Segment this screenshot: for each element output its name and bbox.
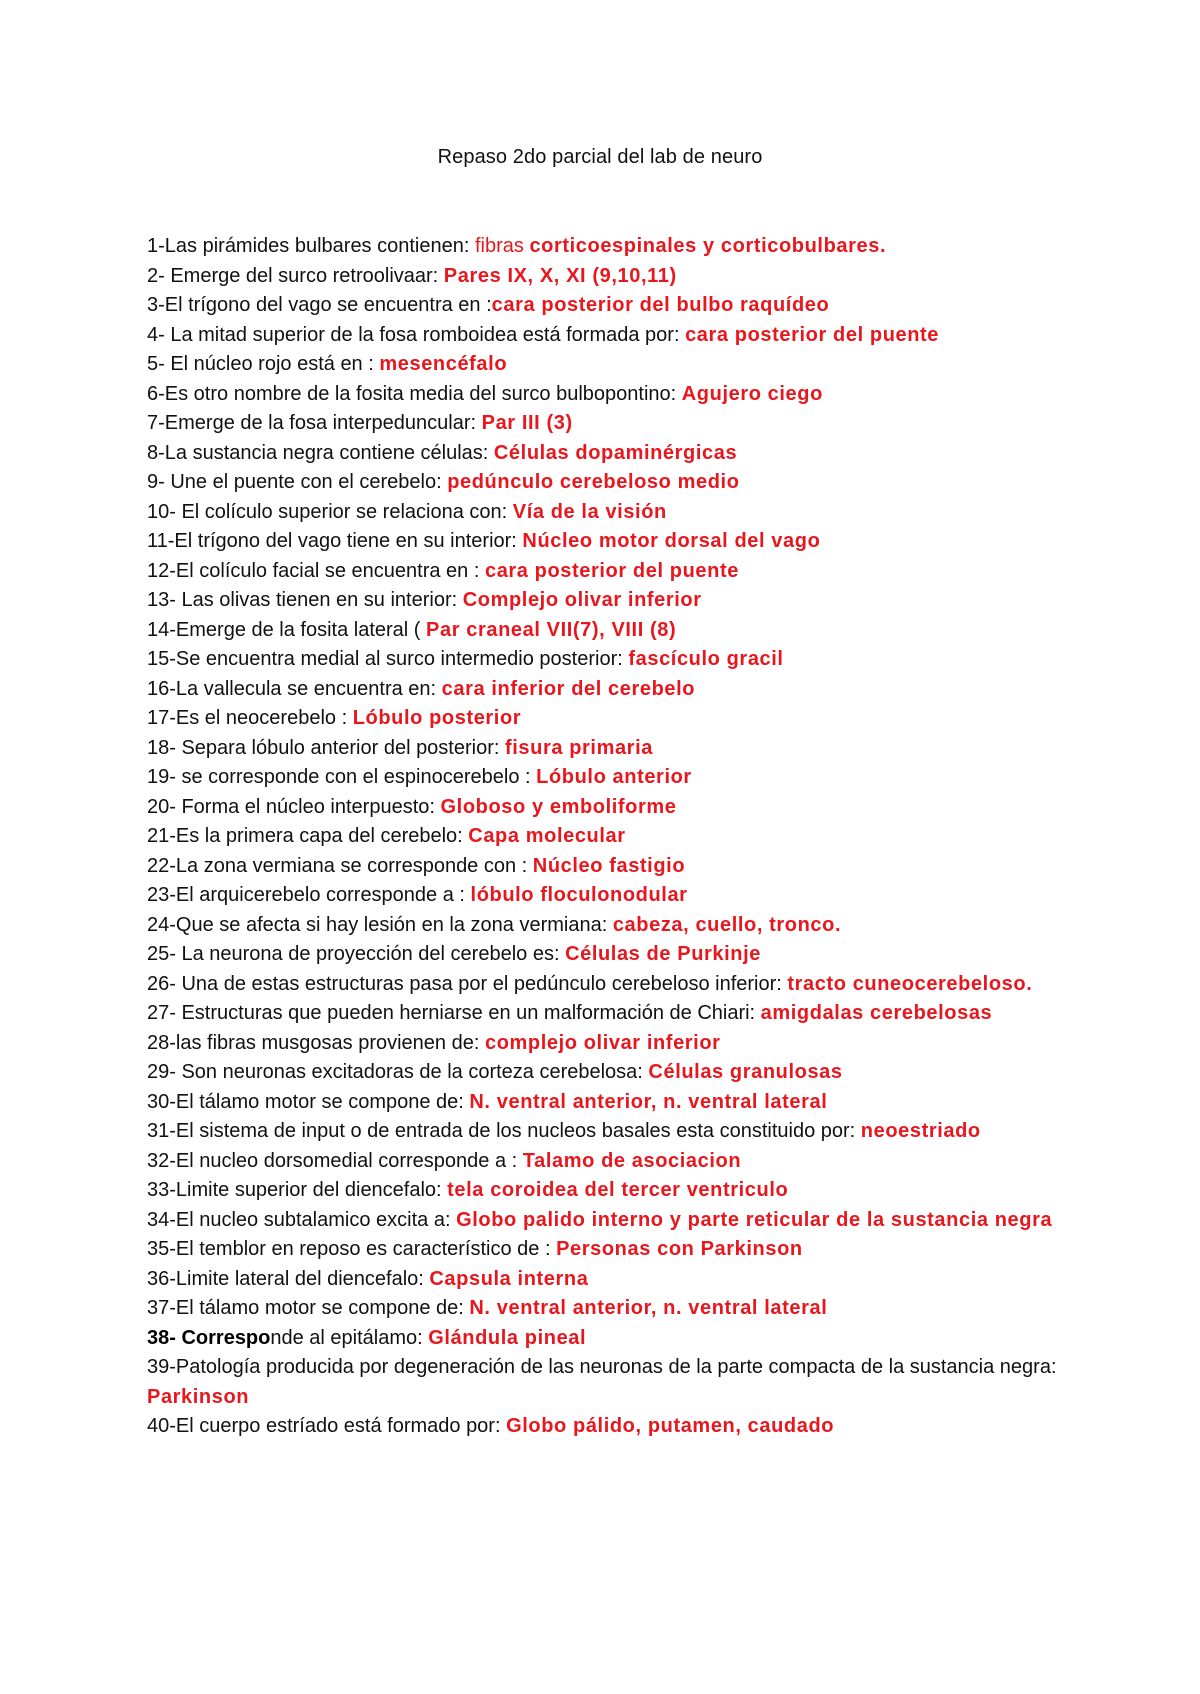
question-prefix-bold: 38- Correspo: [147, 1326, 271, 1349]
question-item: [147, 1176, 1067, 1206]
question-text: 35-El temblor en reposo es característico de :: [147, 1238, 557, 1260]
question-text: 18- Separa lóbulo anterior del posterior:: [147, 736, 505, 759]
question-item: [147, 1294, 1067, 1324]
question-item: [147, 527, 1067, 557]
question-text: 36-Limite lateral del diencefalo:: [147, 1267, 430, 1290]
question-item: [147, 1206, 1067, 1236]
question-item: [147, 291, 1067, 321]
answer-text: Globoso y emboliforme: [440, 795, 677, 818]
answer-text: Núcleo motor dorsal del vago: [522, 530, 821, 552]
question-text: 29- Son neuronas excitadoras de la corteza cerebelosa:: [147, 1061, 649, 1083]
answer-text: fascículo gracil: [628, 648, 784, 670]
question-item: [147, 645, 1067, 675]
answer-text: Lóbulo anterior: [536, 766, 692, 788]
question-item: [147, 1117, 1067, 1147]
question-text: 34-El nucleo subtalamico excita a:: [147, 1208, 457, 1231]
question-item: [147, 321, 1067, 351]
question-item: [147, 911, 1067, 941]
question-item: [147, 881, 1067, 911]
question-item: [147, 1029, 1067, 1059]
question-item: [147, 734, 1067, 764]
answer-text: cara inferior del cerebelo: [441, 677, 696, 700]
question-item: [147, 557, 1067, 587]
question-text: 11-El trígono del vago tiene en su interior:: [147, 530, 523, 552]
question-item: [147, 1353, 1067, 1412]
question-text: 15-Se encuentra medial al surco intermedio posterior:: [147, 648, 629, 670]
question-text: 19- se corresponde con el espinocerebelo :: [147, 766, 537, 788]
question-item: [147, 999, 1067, 1029]
answer-text: pedúnculo cerebeloso medio: [447, 471, 740, 493]
answer-text: amigdalas cerebelosas: [760, 1002, 993, 1024]
question-item: [147, 439, 1067, 469]
answer-text: cara posterior del puente: [685, 323, 940, 346]
answer-text: tela coroidea del tercer ventriculo: [447, 1179, 789, 1201]
question-list: [147, 232, 1067, 1442]
answer-text: Núcleo fastigio: [532, 854, 686, 877]
question-item: [147, 232, 1067, 262]
question-text: 33-Limite superior del diencefalo:: [147, 1179, 448, 1201]
question-item: [147, 940, 1067, 970]
question-text: 32-El nucleo dorsomedial corresponde a :: [147, 1149, 523, 1172]
question-item: [147, 1235, 1067, 1265]
answer-text: Parkinson: [147, 1385, 250, 1408]
answer-text: Capsula interna: [429, 1267, 589, 1290]
question-item: [147, 793, 1067, 823]
question-text: 22-La zona vermiana se corresponde con :: [147, 854, 533, 877]
question-text: 2- Emerge del surco retroolivaar:: [147, 264, 444, 287]
question-item: [147, 1324, 1067, 1354]
answer-text: Par III (3): [481, 412, 573, 434]
question-text: 8-La sustancia negra contiene células:: [147, 441, 494, 464]
question-item: [147, 1058, 1067, 1088]
answer-text: cara posterior del bulbo raquídeo: [491, 294, 830, 316]
question-text: 13- Las olivas tienen en su interior:: [147, 589, 463, 611]
question-text: 9- Une el puente con el cerebelo:: [147, 471, 448, 493]
answer-text: tracto cuneocerebeloso.: [787, 972, 1033, 995]
question-text: 37-El tálamo motor se compone de:: [147, 1297, 470, 1319]
question-text: 16-La vallecula se encuentra en:: [147, 677, 442, 700]
question-item: [147, 852, 1067, 882]
question-item: [147, 1412, 1067, 1442]
answer-text: neoestriado: [860, 1120, 981, 1142]
question-text: 7-Emerge de la fosa interpeduncular:: [147, 412, 482, 434]
question-text: 10- El colículo superior se relaciona con:: [147, 500, 513, 523]
question-text: 14-Emerge de la fosita lateral (: [147, 618, 427, 641]
question-text: 24-Que se afecta si hay lesión en la zona vermiana:: [147, 913, 613, 936]
answer-text: Glándula pineal: [428, 1326, 587, 1349]
question-text: nde al epitálamo:: [270, 1326, 429, 1349]
question-text: 40-El cuerpo estríado está formado por:: [147, 1415, 507, 1437]
question-item: [147, 1265, 1067, 1295]
answer-text: Personas con Parkinson: [556, 1238, 803, 1260]
question-text: 25- La neurona de proyección del cerebelo es:: [147, 943, 566, 965]
answer-text: Agujero ciego: [681, 382, 823, 405]
answer-text: Complejo olivar inferior: [462, 589, 702, 611]
question-item: [147, 616, 1067, 646]
question-text: 5- El núcleo rojo está en :: [147, 353, 380, 375]
question-item: [147, 350, 1067, 380]
answer-text: cara posterior del puente: [484, 559, 739, 582]
answer-text: Vía de la visión: [512, 500, 667, 523]
question-item: [147, 262, 1067, 292]
question-text: 27- Estructuras que pueden herniarse en un malformación de Chiari:: [147, 1002, 761, 1024]
question-text: 30-El tálamo motor se compone de:: [147, 1090, 470, 1113]
question-text: 26- Una de estas estructuras pasa por el pedúnculo cerebeloso inferior:: [147, 972, 788, 995]
question-item: [147, 586, 1067, 616]
answer-text: N. ventral anterior, n. ventral lateral: [469, 1297, 828, 1319]
question-text: 3-El trígono del vago se encuentra en :: [147, 294, 492, 316]
question-text: 31-El sistema de input o de entrada de los nucleos basales esta constituido por:: [147, 1120, 861, 1142]
question-item: [147, 1088, 1067, 1118]
question-text: 20- Forma el núcleo interpuesto:: [147, 795, 441, 818]
question-text: 28-las fibras musgosas provienen de:: [147, 1031, 485, 1054]
question-text: 4- La mitad superior de la fosa romboidea está formada por:: [147, 323, 686, 346]
question-item: [147, 380, 1067, 410]
question-item: [147, 468, 1067, 498]
answer-text: Globo pálido, putamen, caudado: [506, 1415, 835, 1437]
answer-text: Células dopaminérgicas: [493, 441, 738, 464]
answer-text: Lóbulo posterior: [352, 707, 522, 729]
question-item: [147, 763, 1067, 793]
answer-text: Capa molecular: [468, 825, 626, 847]
question-text: 12-El colículo facial se encuentra en :: [147, 559, 485, 582]
answer-text: Par craneal VII(7), VIII (8): [426, 618, 677, 641]
question-item: [147, 822, 1067, 852]
question-item: [147, 970, 1067, 1000]
answer-text: fisura primaria: [505, 736, 653, 759]
question-item: [147, 498, 1067, 528]
question-text: 23-El arquicerebelo corresponde a :: [147, 884, 471, 906]
answer-text: Pares IX, X, XI (9,10,11): [443, 264, 677, 287]
question-item: [147, 409, 1067, 439]
question-text: 1-Las pirámides bulbares contienen:: [147, 235, 475, 257]
answer-text: cabeza, cuello, tronco.: [612, 913, 842, 936]
document-title: Repaso 2do parcial del lab de neuro: [437, 146, 763, 168]
answer-text: Células de Purkinje: [565, 943, 761, 965]
question-item: [147, 675, 1067, 705]
question-text: 17-Es el neocerebelo :: [147, 707, 353, 729]
answer-text: mesencéfalo: [379, 353, 508, 375]
question-text: 21-Es la primera capa del cerebelo:: [147, 825, 469, 847]
answer-text: Células granulosas: [648, 1061, 843, 1083]
question-text: 39-Patología producida por degeneración de las neuronas de la parte compacta de la sustancia negra:: [147, 1356, 1057, 1378]
answer-text: lóbulo floculonodular: [470, 884, 688, 906]
question-item: [147, 1147, 1067, 1177]
answer-text: complejo olivar inferior: [484, 1031, 721, 1054]
answer-text: Globo palido interno y parte reticular de la sustancia negra: [456, 1208, 1053, 1231]
answer-text: corticoespinales y corticobulbares.: [529, 235, 887, 257]
question-text: 6-Es otro nombre de la fosita media del surco bulbopontino:: [147, 382, 682, 405]
answer-text: Talamo de asociacion: [522, 1149, 742, 1172]
answer-text-plain: fibras: [474, 235, 530, 257]
answer-text: N. ventral anterior, n. ventral lateral: [469, 1090, 828, 1113]
question-item: [147, 704, 1067, 734]
